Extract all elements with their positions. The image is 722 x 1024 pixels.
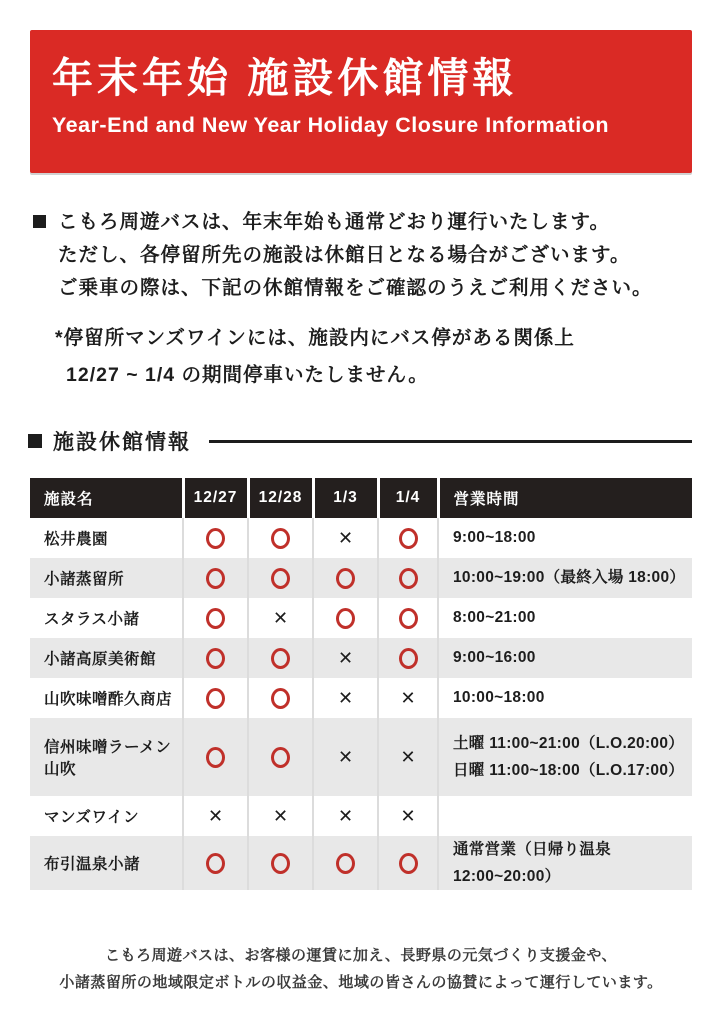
status-cell-open xyxy=(183,518,248,558)
status-cell-closed xyxy=(313,718,378,796)
open-mark-icon xyxy=(399,568,418,589)
bullet-square-icon xyxy=(33,215,46,228)
status-cell-open xyxy=(183,718,248,796)
closed-mark-icon: ✕ xyxy=(272,607,289,628)
note-line: 12/27 ~ 1/4 の期間停車いたしません。 xyxy=(66,364,429,386)
status-cell-closed xyxy=(183,796,248,836)
facility-name: 小諸蒸留所 xyxy=(44,571,125,588)
closed-mark-icon: ✕ xyxy=(337,805,354,826)
column-header: 営業時間 xyxy=(438,478,692,518)
facility-name: スタラス小諸 xyxy=(44,611,140,628)
table-row xyxy=(30,558,692,598)
business-hours xyxy=(438,678,692,718)
hours-line: 通常営業（日帰り温泉 12:00~20:00） xyxy=(453,841,612,886)
open-mark-icon xyxy=(206,688,225,709)
status-cell-open xyxy=(248,678,313,718)
business-hours xyxy=(438,796,692,836)
status-cell-open xyxy=(378,518,438,558)
column-header: 1/4 xyxy=(378,478,438,518)
open-mark-icon xyxy=(399,853,418,874)
status-cell-closed xyxy=(313,638,378,678)
facility-name: マンズワイン xyxy=(44,809,140,826)
table-row xyxy=(30,718,692,796)
intro-section xyxy=(33,206,693,305)
status-cell-open xyxy=(183,638,248,678)
hours-line: 日曜 11:00~18:00（L.O.17:00） xyxy=(453,762,685,779)
intro-line: ただし、各停留所先の施設は休館日となる場合がございます。 xyxy=(58,244,631,266)
section-title: 施設休館情報 xyxy=(53,431,191,454)
open-mark-icon xyxy=(206,608,225,629)
closed-mark-icon: ✕ xyxy=(207,805,224,826)
business-hours xyxy=(438,598,692,638)
table-row xyxy=(30,518,692,558)
status-cell-open xyxy=(378,598,438,638)
status-cell-closed xyxy=(378,678,438,718)
closed-mark-icon: ✕ xyxy=(400,746,416,767)
open-mark-icon xyxy=(271,853,290,874)
banner-subtitle: Year-End and New Year Holiday Closure Information xyxy=(52,113,609,138)
open-mark-icon xyxy=(206,568,225,589)
table-row xyxy=(30,796,692,836)
business-hours xyxy=(438,518,692,558)
bullet-square-icon xyxy=(28,434,42,448)
open-mark-icon xyxy=(271,648,290,669)
status-cell-closed xyxy=(313,796,378,836)
footer-line: こもろ周遊バスは、お客様の運賃に加え、長野県の元気づくり支援金や、 xyxy=(104,947,618,964)
column-header: 12/27 xyxy=(183,478,248,518)
section-heading xyxy=(28,426,692,456)
status-cell-closed xyxy=(248,598,313,638)
status-cell-open xyxy=(313,598,378,638)
hours-line: 9:00~16:00 xyxy=(453,649,536,667)
open-mark-icon xyxy=(336,853,355,874)
business-hours xyxy=(438,718,692,796)
facility-name: 松井農園 xyxy=(44,531,109,548)
banner xyxy=(30,30,692,173)
table-row xyxy=(30,598,692,638)
status-cell-open xyxy=(378,836,438,890)
column-header: 12/28 xyxy=(248,478,313,518)
table-row xyxy=(30,678,692,718)
footer xyxy=(0,942,722,996)
status-cell-closed xyxy=(378,718,438,796)
closed-mark-icon: ✕ xyxy=(400,805,416,826)
status-cell-open xyxy=(313,558,378,598)
banner-title: 年末年始 施設休館情報 xyxy=(52,55,518,101)
open-mark-icon xyxy=(399,528,418,549)
status-cell-closed xyxy=(313,678,378,718)
status-cell-closed xyxy=(313,518,378,558)
status-cell-closed xyxy=(378,796,438,836)
hours-line: 土曜 11:00~21:00（L.O.20:00） xyxy=(453,734,685,752)
status-cell-open xyxy=(313,836,378,890)
status-cell-open xyxy=(183,836,248,890)
open-mark-icon xyxy=(206,528,225,549)
note-section xyxy=(55,320,695,394)
open-mark-icon xyxy=(336,568,355,589)
status-cell-open xyxy=(248,558,313,598)
status-cell-open xyxy=(248,836,313,890)
facility-name: 小諸高原美術館 xyxy=(44,651,157,668)
open-mark-icon xyxy=(206,648,225,669)
open-mark-icon xyxy=(271,688,290,709)
hours-line: 9:00~18:00 xyxy=(453,529,536,547)
hours-line: 10:00~18:00 xyxy=(453,689,545,707)
intro-text xyxy=(58,206,653,305)
status-cell-open xyxy=(248,718,313,796)
open-mark-icon xyxy=(271,528,290,549)
facility-name: 信州味噌ラーメン山吹 xyxy=(44,739,172,778)
intro-line: こもろ周遊バスは、年末年始も通常どおり運行いたします。 xyxy=(58,211,610,233)
business-hours xyxy=(438,836,692,890)
facility-name: 布引温泉小諸 xyxy=(44,856,141,874)
open-mark-icon xyxy=(271,568,290,589)
facility-name: 山吹味噌酢久商店 xyxy=(44,691,173,708)
column-header: 施設名 xyxy=(30,478,183,518)
closure-table xyxy=(30,478,692,890)
open-mark-icon xyxy=(399,648,418,669)
heading-rule xyxy=(209,440,692,443)
open-mark-icon xyxy=(271,747,290,768)
column-header: 1/3 xyxy=(313,478,378,518)
business-hours xyxy=(438,558,692,598)
status-cell-open xyxy=(378,638,438,678)
table-row xyxy=(30,638,692,678)
hours-line: 10:00~19:00（最終入場 18:00） xyxy=(453,569,686,587)
open-mark-icon xyxy=(206,853,225,874)
open-mark-icon xyxy=(399,608,418,629)
status-cell-open xyxy=(248,518,313,558)
note-line: *停留所マンズワインには、施設内にバス停がある関係上 xyxy=(55,327,575,349)
intro-line: ご乗車の際は、下記の休館情報をご確認のうえご利用ください。 xyxy=(58,277,653,299)
closed-mark-icon: ✕ xyxy=(337,687,354,708)
status-cell-open xyxy=(183,558,248,598)
closed-mark-icon: ✕ xyxy=(400,687,416,708)
table-header xyxy=(30,478,692,518)
status-cell-closed xyxy=(248,796,313,836)
open-mark-icon xyxy=(336,608,355,629)
closed-mark-icon: ✕ xyxy=(337,746,354,767)
business-hours xyxy=(438,638,692,678)
hours-line: 8:00~21:00 xyxy=(453,609,536,627)
status-cell-open xyxy=(248,638,313,678)
closed-mark-icon: ✕ xyxy=(337,647,354,668)
status-cell-open xyxy=(183,678,248,718)
status-cell-open xyxy=(183,598,248,638)
closed-mark-icon: ✕ xyxy=(272,805,289,826)
footer-line: 小諸蒸留所の地域限定ボトルの収益金、地域の皆さんの協賛によって運行しています。 xyxy=(59,974,663,991)
open-mark-icon xyxy=(206,747,225,768)
closed-mark-icon: ✕ xyxy=(337,527,354,548)
table-row xyxy=(30,836,692,890)
status-cell-open xyxy=(378,558,438,598)
